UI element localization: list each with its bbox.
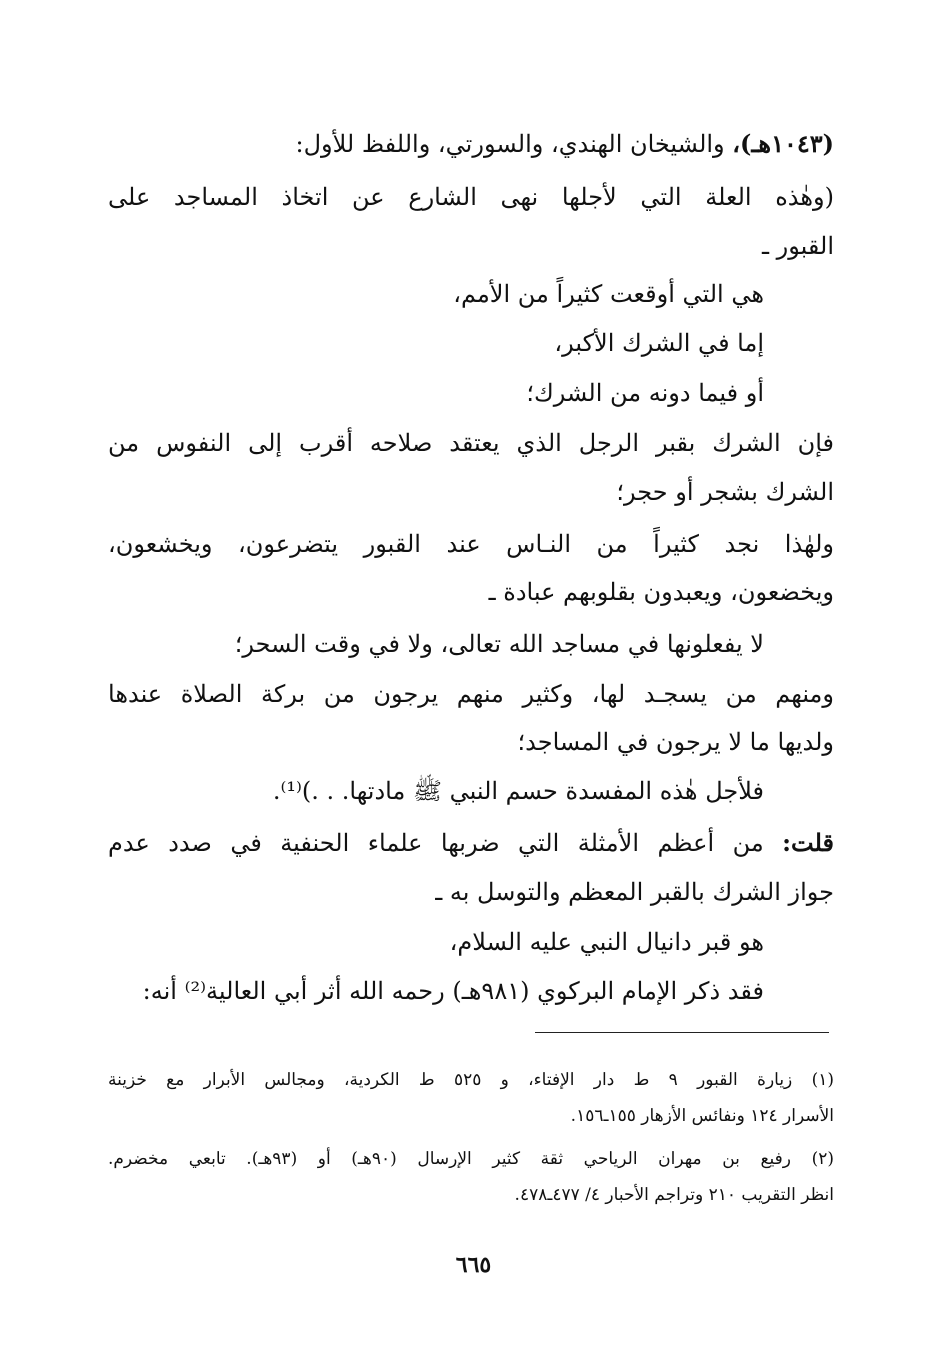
text-line-14: فلأجل هٰذه المفسدة حسم النبي ﷺ مادتها. . .)⁽¹⁾. — [272, 777, 764, 805]
text-line-8: الشرك بشجر أو حجر؛ — [616, 478, 834, 506]
text-line-5: إما في الشرك الأكبر، — [554, 329, 764, 357]
page-number: ٦٦٥ — [455, 1252, 492, 1278]
text-line-2: (وهٰذه العلة التي لأجلها نهى الشارع عن اتخاذ المساجد على — [108, 183, 834, 211]
text-line-18: فقد ذكر الإمام البركوي (٩٨١هـ) رحمه الله أثر أبي العالية⁽²⁾ أنه: — [142, 977, 764, 1005]
text-line-16: جواز الشرك بالقبر المعظم والتوسل به ـ — [435, 878, 834, 906]
text-line-17: هو قبر دانيال النبي عليه السلام، — [449, 928, 764, 956]
text-line-13: ولديها ما لا يرجون في المساجد؛ — [517, 728, 834, 756]
footnote-separator — [535, 1032, 829, 1033]
text-line-10: ويخضعون، ويعبدون بقلوبهم عبادة ـ — [488, 578, 834, 606]
emphasis-text: (١٠٤٣هـ)، — [732, 129, 834, 158]
footnote-line-1: (١) زيارة القبور ٩ ط دار الإفتاء، و ٥٢٥ ط الكردية، ومجالس الأبرار مع خزينة — [108, 1070, 834, 1090]
footnote-line-3: (٢) رفيع بن مهران الرياحي ثقة كثير الإرسال (٩٠هـ) أو (٩٣هـ). تابعي مخضرم. — [108, 1149, 835, 1169]
text-line-3: القبور ـ — [761, 232, 834, 260]
text-line-4: هي التي أوقعت كثيراً من الأمم، — [453, 280, 764, 308]
footnote-line-4: انظر التقريب ٢١٠ وتراجم الأحبار ٤/ ٤٧٧ـ٤٧٨. — [514, 1185, 834, 1205]
text-line-9: ولهٰذا نجد كثيراً من النـاس عند القبور يتضرعون، ويخشعون، — [108, 530, 834, 558]
text-line-1: (١٠٤٣هـ)، والشيخان الهندي، والسورتي، واللفظ للأول: — [295, 129, 834, 158]
text-line-7: فإن الشرك بقبر الرجل الذي يعتقد صلاحه أقرب إلى النفوس من — [108, 429, 834, 457]
footnote-line-2: الأسرار ١٢٤ ونفائس الأزهار ١٥٥ـ١٥٦. — [570, 1106, 834, 1126]
text-line-6: أو فيما دونه من الشرك؛ — [526, 379, 764, 407]
text-line-11: لا يفعلونها في مساجد الله تعالى، ولا في وقت السحر؛ — [234, 630, 764, 658]
text-line-15: قلت: من أعظم الأمثلة التي ضربها علماء الحنفية في صدد عدم — [108, 828, 834, 857]
emphasis-text: قلت: — [782, 828, 834, 857]
text-line-12: ومنهم من يسجـد لها، وكثير منهم يرجون من بركة الصلاة عندها — [108, 680, 834, 708]
